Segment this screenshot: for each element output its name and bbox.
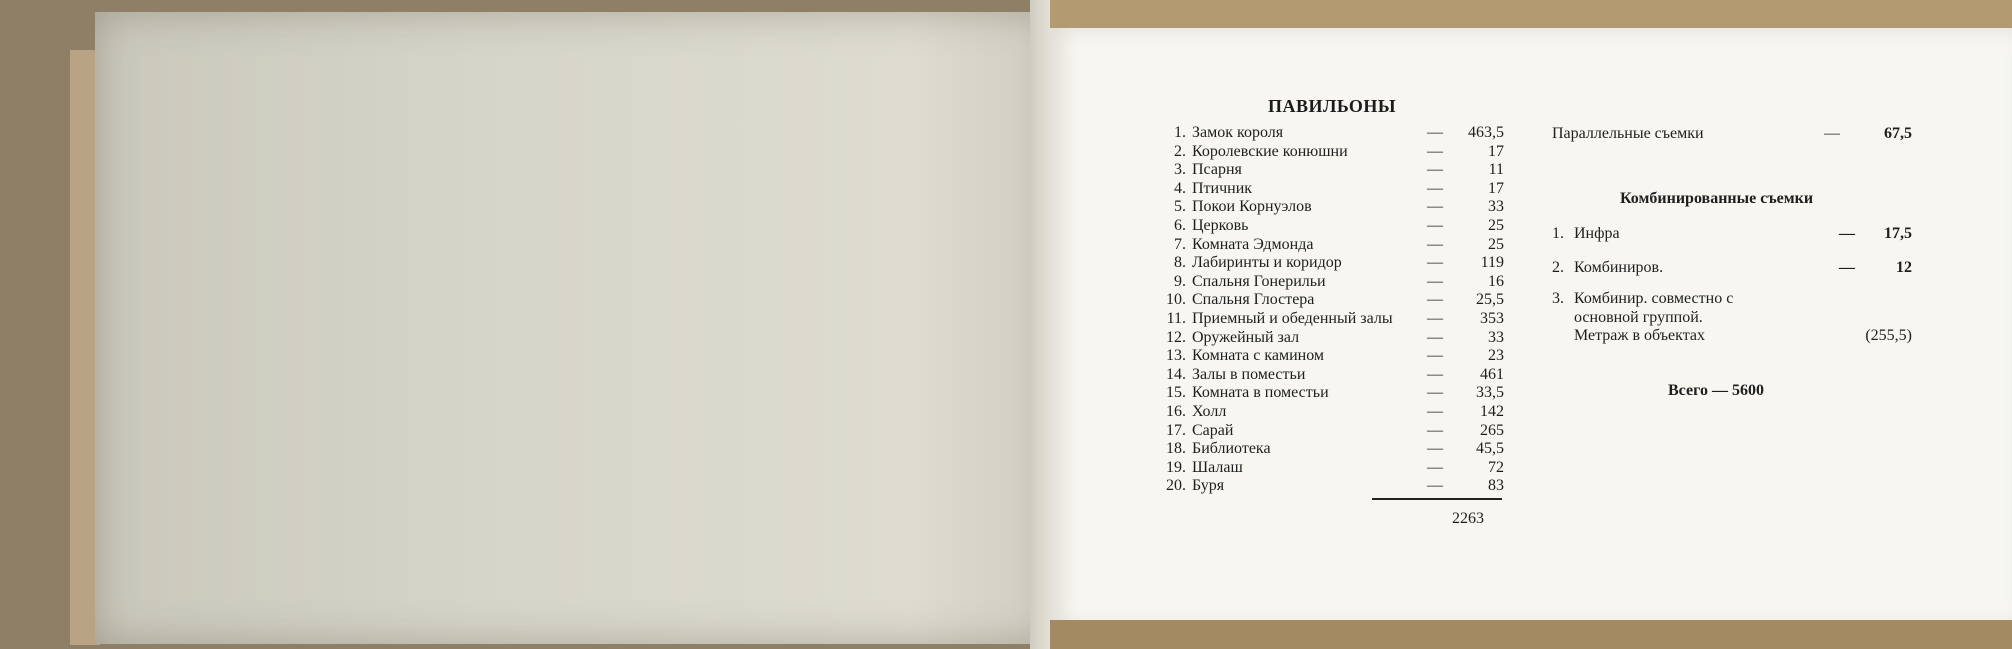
list-item: 15. Комната в поместьи — 33,5 — [1166, 384, 1504, 402]
combined-heading: Комбинированные съемки — [1620, 190, 1814, 207]
combined-item-2: 2. Комбиниров. — 12 — [1552, 259, 1912, 276]
list-item: 6. Церковь — 25 — [1174, 216, 1504, 234]
list-item: 11. Приемный и обеденный залы — 353 — [1166, 309, 1504, 327]
pavilions-list — [1148, 124, 1508, 496]
combined-item-3: 3. Комбинир. совместно с основной группой. Метраж в объектах (255,5) — [1552, 290, 1912, 344]
left-page — [95, 12, 1055, 644]
list-item: 10. Спальня Глостера — 25,5 — [1166, 291, 1504, 309]
sum-divider — [1372, 498, 1502, 500]
combined-item-1: 1. Инфра — 17,5 — [1552, 225, 1912, 242]
list-item: 12. Оружейный зал — 33 — [1166, 328, 1504, 346]
list-item: 5. Покои Корнуэлов — 33 — [1174, 198, 1504, 216]
list-item: 4. Птичник — 17 — [1174, 179, 1504, 197]
list-item: 7. Комната Эдмонда — 25 — [1174, 235, 1504, 253]
parallel-shooting-row — [1552, 125, 1912, 143]
bottom-background-strip — [1050, 620, 2012, 649]
grand-total: Всего — 5600 — [1668, 382, 1764, 399]
list-item: 9. Спальня Гонерильи — 16 — [1174, 272, 1504, 290]
pavilions-heading: ПАВИЛЬОНЫ — [1268, 96, 1397, 116]
list-item: 19. Шалаш — 72 — [1166, 458, 1504, 476]
list-item: 13. Комната с камином — 23 — [1166, 347, 1504, 365]
list-item: 17. Сарай — 265 — [1166, 421, 1504, 439]
list-item: 1. Замок короля — 463,5 — [1174, 124, 1504, 141]
parallel-dash: — — [1824, 125, 1840, 142]
list-item: 16. Холл — 142 — [1166, 402, 1504, 420]
parallel-value: 67,5 — [1884, 125, 1912, 142]
list-item: 2. Королевские конюшни — 17 — [1174, 142, 1504, 160]
list-item: 14. Залы в поместьи — 461 — [1166, 365, 1504, 383]
list-item: 8. Лабиринты и коридор — 119 — [1174, 254, 1504, 272]
pavilions-total: 2263 — [1452, 510, 1484, 527]
top-background-strip — [1050, 0, 2012, 30]
list-item: 20. Буря — 83 — [1166, 477, 1504, 495]
list-item: 18. Библиотека — 45,5 — [1166, 440, 1504, 458]
combined3-value: (255,5) — [1865, 327, 1912, 344]
list-item: 3. Псарня — 11 — [1174, 161, 1504, 179]
parallel-label: Параллельные съемки — [1552, 125, 1704, 142]
